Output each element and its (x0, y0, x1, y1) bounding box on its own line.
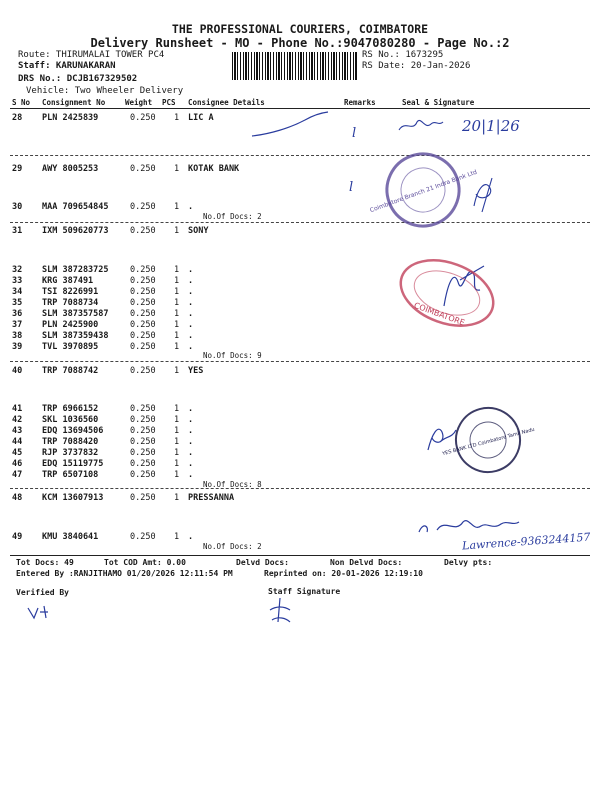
row-sno: 33 (12, 276, 23, 286)
row-sno: 39 (12, 342, 23, 352)
handwritten-phone: Lawrence-9363244157 (461, 530, 591, 553)
row-sno: 31 (12, 226, 23, 236)
row-consignment-no: TVL 3970895 (42, 342, 99, 352)
row-weight: 0.250 (130, 298, 156, 308)
reprinted-on: Reprinted on: 20-01-2026 12:19:10 (264, 569, 423, 578)
row-pcs: 1 (174, 426, 180, 436)
row-sno: 44 (12, 437, 23, 447)
row-pcs: 1 (174, 470, 180, 480)
row-weight: 0.250 (130, 426, 156, 436)
row-pcs: 1 (174, 265, 180, 275)
row-sno: 30 (12, 202, 23, 212)
row-weight: 0.250 (130, 202, 156, 212)
row-consignment-no: SLM 387283725 (42, 265, 109, 275)
col-header-consignment: Consignment No (42, 98, 106, 107)
header-rule (10, 108, 590, 109)
row-consignee: . (188, 298, 194, 308)
row-consignment-no: PLN 2425900 (42, 320, 99, 330)
group-divider (10, 155, 590, 156)
row-sno: 37 (12, 320, 23, 330)
row-sno: 36 (12, 309, 23, 319)
col-header-sno: S No (12, 98, 31, 107)
vehicle-label: Vehicle: Two Wheeler Delivery (26, 86, 184, 96)
row-pcs: 1 (174, 276, 180, 286)
signature-lic (250, 110, 330, 140)
total-docs: Tot Docs: 49 (16, 558, 74, 567)
row-sno: 35 (12, 298, 23, 308)
row-consignment-no: TSI 8226991 (42, 287, 99, 297)
row-consignee: . (188, 331, 194, 341)
row-pcs: 1 (174, 532, 180, 542)
row-consignee: . (188, 309, 194, 319)
row-consignee: . (188, 532, 194, 542)
row-weight: 0.250 (130, 470, 156, 480)
row-pcs: 1 (174, 342, 180, 352)
row-consignment-no: MAA 709654845 (42, 202, 109, 212)
row-weight: 0.250 (130, 342, 156, 352)
yes-bank-stamp (441, 404, 536, 476)
row-consignee: . (188, 342, 194, 352)
row-weight: 0.250 (130, 226, 156, 236)
row-weight: 0.250 (130, 113, 156, 123)
row-consignee: . (188, 320, 194, 330)
row-pcs: 1 (174, 202, 180, 212)
footer-rule (10, 555, 590, 556)
row-pcs: 1 (174, 287, 180, 297)
row-sno: 40 (12, 366, 23, 376)
row-consignment-no: TRP 7088742 (42, 366, 99, 376)
row-pcs: 1 (174, 226, 180, 236)
row-consignment-no: SLM 387359438 (42, 331, 109, 341)
row-sno: 45 (12, 448, 23, 458)
handwritten-remark: l (352, 126, 357, 141)
verified-by-label: Verified By (16, 588, 69, 597)
row-consignee: . (188, 459, 194, 469)
route-label: Route: THIRUMALAI TOWER PC4 (18, 50, 165, 60)
col-header-pcs: PCS (162, 98, 176, 107)
row-consignee: . (188, 448, 194, 458)
row-weight: 0.250 (130, 276, 156, 286)
docs-count: No.Of Docs: 8 (203, 480, 262, 489)
row-consignment-no: AWY 8005253 (42, 164, 99, 174)
rs-number: RS No.: 1673295 (362, 50, 444, 60)
row-sno: 46 (12, 459, 23, 469)
row-pcs: 1 (174, 331, 180, 341)
row-consignee: KOTAK BANK (188, 164, 240, 174)
row-consignment-no: IXM 509620773 (42, 226, 109, 236)
row-sno: 49 (12, 532, 23, 542)
row-consignee: YES (188, 366, 204, 376)
col-header-consignee: Consignee Details (188, 98, 265, 107)
row-pcs: 1 (174, 320, 180, 330)
row-consignment-no: KCM 13607913 (42, 493, 104, 503)
signature-pressanna (415, 512, 525, 542)
signature-date-scribble (395, 112, 455, 138)
company-title: THE PROFESSIONAL COURIERS, COIMBATORE (171, 22, 429, 36)
row-consignment-no: EDQ 15119775 (42, 459, 104, 469)
row-pcs: 1 (174, 298, 180, 308)
col-header-remarks: Remarks (344, 98, 376, 107)
staff-label: Staff: KARUNAKARAN (18, 61, 116, 71)
row-sno: 47 (12, 470, 23, 480)
row-consignee: . (188, 202, 194, 212)
row-consignment-no: TRP 6507108 (42, 470, 99, 480)
runsheet-subtitle: Delivery Runsheet - MO - Phone No.:9047080280 - Page No.:2 (90, 36, 510, 50)
row-pcs: 1 (174, 459, 180, 469)
col-header-weight: Weight (125, 98, 153, 107)
signature-kotak (468, 176, 498, 216)
row-consignee: . (188, 437, 194, 447)
row-consignee: . (188, 470, 194, 480)
row-consignee: SONY (188, 226, 209, 236)
row-weight: 0.250 (130, 532, 156, 542)
row-sno: 29 (12, 164, 23, 174)
row-weight: 0.250 (130, 287, 156, 297)
verified-signature (26, 602, 56, 622)
row-pcs: 1 (174, 113, 180, 123)
row-weight: 0.250 (130, 265, 156, 275)
row-consignment-no: PLN 2425839 (42, 113, 99, 123)
total-cod: Tot COD Amt: 0.00 (104, 558, 186, 567)
rs-date: RS Date: 20-Jan-2026 (362, 61, 471, 71)
staff-signature-label: Staff Signature (268, 587, 341, 596)
row-weight: 0.250 (130, 320, 156, 330)
row-weight: 0.250 (130, 459, 156, 469)
row-weight: 0.250 (130, 404, 156, 414)
row-consignment-no: SLM 387357587 (42, 309, 109, 319)
group-divider (10, 361, 590, 362)
row-sno: 34 (12, 287, 23, 297)
row-weight: 0.250 (130, 164, 156, 174)
row-consignee: . (188, 287, 194, 297)
row-pcs: 1 (174, 164, 180, 174)
row-consignment-no: TRP 7088734 (42, 298, 99, 308)
row-consignee: PRESSANNA (188, 493, 235, 503)
row-weight: 0.250 (130, 493, 156, 503)
group-divider (10, 488, 590, 489)
delivered-docs: Delvd Docs: (236, 558, 289, 567)
row-consignment-no: KMU 3840641 (42, 532, 99, 542)
handwritten-remark: l (349, 180, 354, 195)
row-pcs: 1 (174, 437, 180, 447)
row-consignment-no: TRP 6966152 (42, 404, 99, 414)
row-sno: 41 (12, 404, 23, 414)
handwritten-date: 20|1|26 (462, 117, 520, 135)
row-weight: 0.250 (130, 415, 156, 425)
row-pcs: 1 (174, 404, 180, 414)
row-weight: 0.250 (130, 331, 156, 341)
delivery-points: Delvy pts: (444, 558, 493, 567)
row-pcs: 1 (174, 366, 180, 376)
row-consignee: . (188, 265, 194, 275)
row-sno: 38 (12, 331, 23, 341)
row-sno: 32 (12, 265, 23, 275)
staff-signature (268, 596, 294, 626)
row-sno: 42 (12, 415, 23, 425)
row-weight: 0.250 (130, 366, 156, 376)
docs-count: No.Of Docs: 2 (203, 212, 262, 221)
group-divider (10, 222, 590, 223)
drs-number: DRS No.: DCJB167329502 (18, 74, 138, 84)
entered-by: Entered By :RANJITHAMO 01/20/2026 12:11:54 PM (16, 569, 233, 578)
non-delivered-docs: Non Delvd Docs: (330, 558, 403, 567)
row-pcs: 1 (174, 309, 180, 319)
stamp-text: COIMBATORE (412, 300, 466, 328)
col-header-seal: Seal & Signature (402, 98, 475, 107)
row-weight: 0.250 (130, 448, 156, 458)
stamp-text: Coimbatore Branch 21 Indra Bank Ltd (369, 168, 478, 215)
row-consignee: . (188, 415, 194, 425)
row-weight: 0.250 (130, 309, 156, 319)
row-consignment-no: TRP 7088420 (42, 437, 99, 447)
row-pcs: 1 (174, 415, 180, 425)
row-consignment-no: SKL 1036560 (42, 415, 99, 425)
row-sno: 28 (12, 113, 23, 123)
barcode (232, 52, 358, 80)
row-consignee: LIC A (188, 113, 214, 123)
row-consignee: . (188, 426, 194, 436)
row-consignee: . (188, 276, 194, 286)
kotak-bank-stamp (369, 150, 478, 230)
row-consignee: . (188, 404, 194, 414)
row-pcs: 1 (174, 448, 180, 458)
row-pcs: 1 (174, 493, 180, 503)
stamp-text: YES BANK LTD Coimbatore Tamil Nadu (441, 426, 536, 458)
sony-red-stamp (395, 258, 499, 328)
row-sno: 48 (12, 493, 23, 503)
row-sno: 43 (12, 426, 23, 436)
row-consignment-no: RJP 3737832 (42, 448, 99, 458)
docs-count: No.Of Docs: 2 (203, 542, 262, 551)
row-weight: 0.250 (130, 437, 156, 447)
row-consignment-no: KRG 387491 (42, 276, 94, 286)
docs-count: No.Of Docs: 9 (203, 351, 262, 360)
row-consignment-no: EDQ 13694506 (42, 426, 104, 436)
